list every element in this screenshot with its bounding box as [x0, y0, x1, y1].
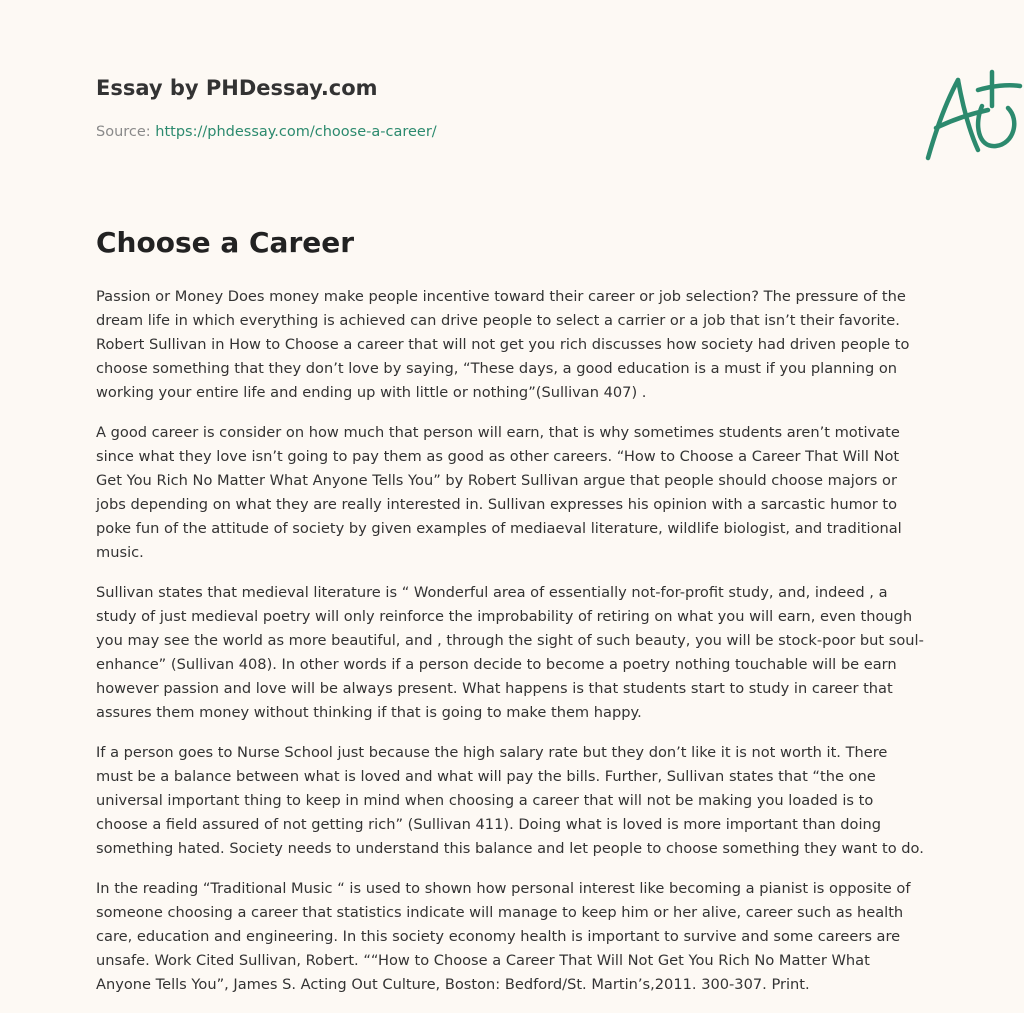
essay-paragraph: In the reading “Traditional Music “ is used to shown how personal interest like becoming a pianist is opposite of someone choosing a career that statistics indicate will manage to keep him or her alive, career such as health care, education and engineering. In this society economy health is important to survive and some careers are unsafe. Work Cited Sullivan, Robert. ““How to Choose a Career That Will Not Get You Rich No Matter What Anyone Tells You”, James S. Acting Out Culture, Boston: Bedford/St. Martin’s,2011. 300-307. Print. [96, 880, 911, 993]
source-link[interactable]: https://phdessay.com/choose-a-career/ [155, 124, 437, 140]
essay-paragraph: Sullivan states that medieval literature is “ Wonderful area of essentially not-for-profit study, and, indeed , a study of just medieval poetry will only reinforce the improbability of retiring on what you will earn, even though you may see the world as more beautiful, and , through the sight of such beauty, you will be stock-poor but soul-enhance” (Sullivan 408). In other words if a person decide to become a poetry nothing touchable will be earn however passion and love will be always present. What happens is that students start to study in career that assures them money without thinking if that is going to make them happy. [96, 584, 924, 721]
essay-title: Choose a Career [96, 226, 355, 259]
essay-paragraph: A good career is consider on how much that person will earn, that is why sometimes students aren’t motivate since what they love isn’t going to pay them as good as other careers. “How to Choose a Career That Will Not Get You Rich No Matter What Anyone Tells You” by Robert Sullivan argue that people should choose majors or jobs depending on what they are really interested in. Sullivan expresses his opinion with a sarcastic humor to poke fun of the attitude of society by given examples of mediaeval literature, wildlife biologist, and traditional music. [96, 424, 902, 561]
essay-paragraph: If a person goes to Nurse School just because the high salary rate but they don’t like it is not worth it. There must be a balance between what is loved and what will pay the bills. Further, Sullivan states that “the one universal important thing to keep in mind when choosing a career that will not be making you loaded is to choose a field assured of not getting rich” (Sullivan 411). Doing what is loved is more important than doing something hated. Society needs to understand this balance and let people to choose something they want to do. [96, 744, 924, 857]
source-line [96, 124, 437, 140]
essay-body [96, 285, 926, 1013]
a-plus-grade-icon [916, 68, 1024, 164]
source-label: Source: [96, 124, 151, 140]
essay-paragraph: Passion or Money Does money make people incentive toward their career or job selection? The pressure of the dream life in which everything is achieved can drive people to select a carrier or a job that isn’t their favorite. Robert Sullivan in How to Choose a career that will not get you rich discusses how society had driven people to choose something that they don’t love by saying, “These days, a good education is a must if you planning on working your entire life and ending up with little or nothing”(Sullivan 407) . [96, 288, 910, 401]
site-title: Essay by PHDessay.com [96, 76, 378, 100]
